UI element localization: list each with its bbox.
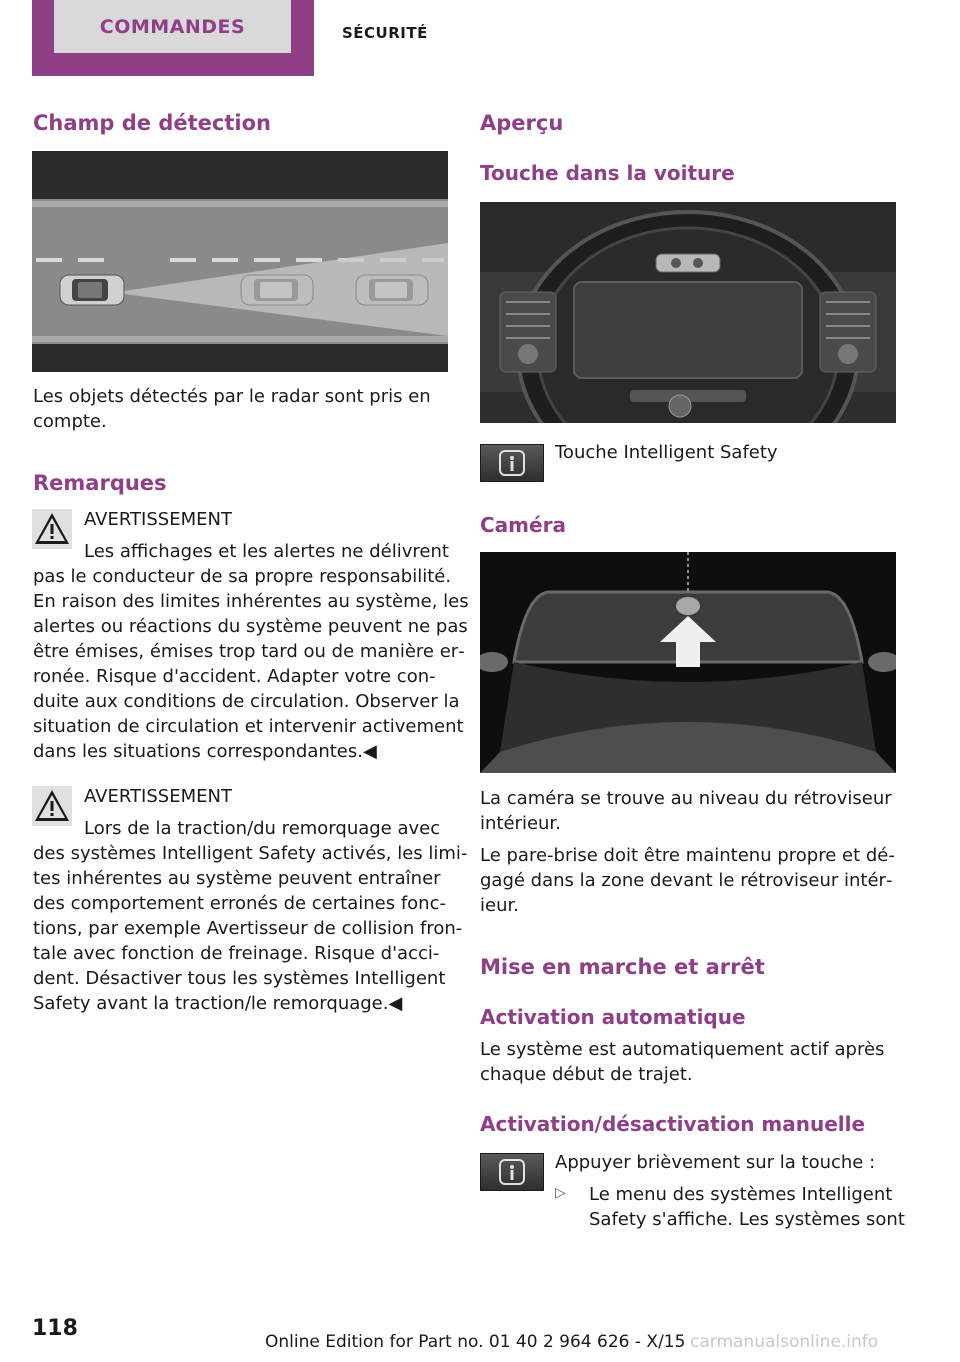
automatic-activation-title: Activation automatique [480, 1005, 746, 1029]
manual-instruction: Appuyer brièvement sur la touche : [555, 1152, 876, 1173]
chapter-tab[interactable] [32, 0, 314, 76]
windshield-camera-illustration [480, 552, 896, 773]
detection-caption-line-1: Les objets détectés par le radar sont pris en [33, 386, 431, 407]
camera-line: intérieur. [480, 813, 561, 834]
warning-1-line: Les affichages et les alertes ne délivrent [84, 541, 449, 562]
auto-line: chaque début de trajet. [480, 1064, 693, 1085]
chapter-tab-label: COMMANDES [54, 0, 291, 53]
detection-caption-line-2: compte. [33, 411, 107, 432]
intelligent-safety-button-icon[interactable] [480, 444, 544, 482]
camera-line: La caméra se trouve au niveau du rétroviseur [480, 788, 892, 809]
info-triangle-glyph-icon [497, 448, 527, 478]
dashboard-button-figure [480, 202, 896, 423]
section-tab[interactable]: SÉCURITÉ [342, 24, 428, 42]
warning-1-line: être émises, émises trop tard ou de manière er‐ [33, 641, 465, 662]
manual-activation-title: Activation/désactivation manuelle [480, 1112, 866, 1136]
info-triangle-glyph-icon [497, 1157, 527, 1187]
windshield-line: gagé dans la zone devant le rétroviseur intér‐ [480, 870, 893, 891]
warning-2-line: Lors de la traction/du remorquage avec [84, 818, 441, 839]
warning-2-line: tions, par exemple Avertisseur de collision fron‐ [33, 918, 463, 939]
warning-2-line: Safety avant la traction/le remorquage.◀ [33, 993, 403, 1014]
intelligent-safety-button-icon[interactable] [480, 1153, 544, 1191]
dashboard-illustration [480, 202, 896, 423]
warning-1-line: situation de circulation et intervenir activement [33, 716, 464, 737]
warning-1-line: duite aux conditions de circulation. Observer la [33, 691, 460, 712]
bullet-line: Le menu des systèmes Intelligent [589, 1184, 893, 1205]
remarks-title: Remarques [33, 471, 167, 495]
warning-triangle-icon [32, 786, 72, 826]
warning-2-line: tes inhérentes au système peuvent entraîner [33, 868, 441, 889]
warning-1-line: alertes ou réactions du système peuvent ne pas [33, 616, 468, 637]
warning-2-label: AVERTISSEMENT [84, 786, 232, 807]
edition-footer: Online Edition for Part no. 01 40 2 964 626 - X/15 [265, 1332, 686, 1352]
page-number: 118 [32, 1316, 78, 1341]
warning-2-line: des comportement erronés de certaines fonc‐ [33, 893, 446, 914]
auto-line: Le système est automatiquement actif après [480, 1039, 885, 1060]
warning-1-line: En raison des limites inhérentes au système, les [33, 591, 469, 612]
bullet-marker-icon: ▷ [555, 1185, 566, 1201]
warning-2-line: tale avec fonction de freinage. Risque d'acci‐ [33, 943, 440, 964]
warning-2-line: des systèmes Intelligent Safety activés, les limi‐ [33, 843, 468, 864]
warning-1-line: pas le conducteur de sa propre responsabilité. [33, 566, 452, 587]
radar-detection-figure [32, 151, 448, 372]
windshield-line: ieur. [480, 895, 519, 916]
warning-2-line: dent. Désactiver tous les systèmes Intelligent [33, 968, 446, 989]
button-caption: Touche Intelligent Safety [555, 442, 778, 463]
watermark: carmanualsonline.info [690, 1332, 879, 1352]
warning-1-line: dans les situations correspondantes.◀ [33, 741, 377, 762]
camera-title: Caméra [480, 513, 566, 537]
button-in-car-title: Touche dans la voiture [480, 161, 735, 185]
camera-figure [480, 552, 896, 773]
warning-triangle-icon [32, 509, 72, 549]
on-off-title: Mise en marche et arrêt [480, 955, 765, 979]
detection-title: Champ de détection [33, 111, 271, 135]
bullet-line: Safety s'affiche. Les systèmes sont [589, 1209, 905, 1230]
warning-1-label: AVERTISSEMENT [84, 509, 232, 530]
radar-detection-illustration [32, 151, 448, 372]
warning-1-line: ronée. Risque d'accident. Adapter votre con‐ [33, 666, 436, 687]
overview-title: Aperçu [480, 111, 564, 135]
windshield-line: Le pare-brise doit être maintenu propre et dé‐ [480, 845, 895, 866]
